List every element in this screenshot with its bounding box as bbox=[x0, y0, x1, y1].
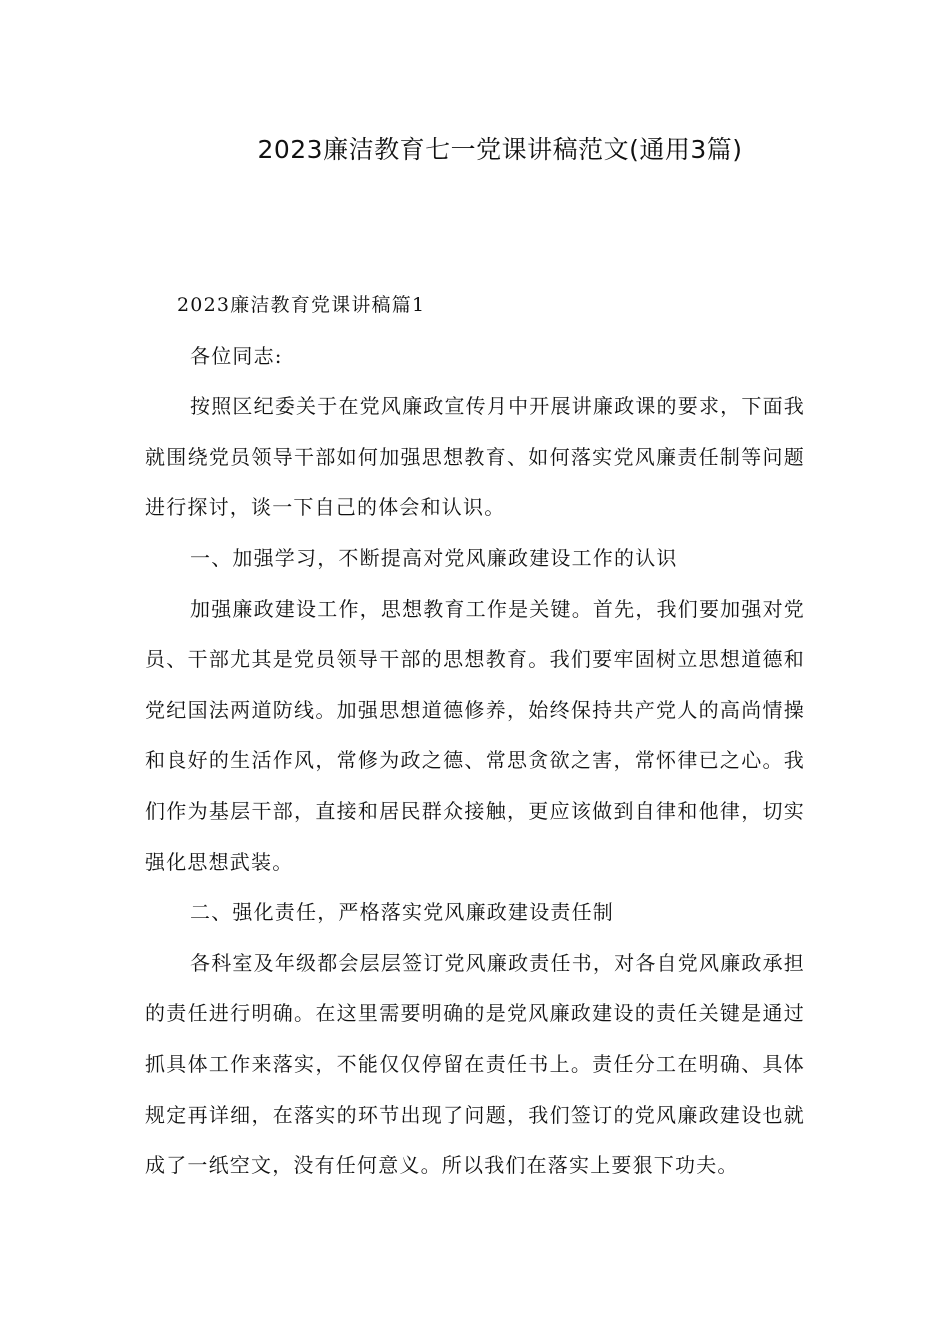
document-body bbox=[145, 280, 805, 1191]
section-heading: 二、强化责任，严格落实党风廉政建设责任制 bbox=[190, 900, 614, 925]
body-paragraph: 按照区纪委关于在党风廉政宣传月中开展讲廉政课的要求，下面我就围绕党员领导干部如何加强思想教育、如何落实党风廉责任制等问题进行探讨，谈一下自己的体会和认识。 bbox=[145, 394, 805, 520]
section-heading: 一、加强学习，不断提高对党风廉政建设工作的认识 bbox=[190, 545, 678, 570]
section-heading: 2023廉洁教育党课讲稿篇1 bbox=[177, 294, 426, 316]
salutation: 各位同志: bbox=[190, 343, 283, 368]
body-paragraph: 各科室及年级都会层层签订党风廉政责任书，对各自党风廉政承担的责任进行明确。在这里需要明确的是党风廉政建设的责任关键是通过抓具体工作来落实，不能仅仅停留在责任书上。责任分工在明确、具体规定再详细，在落实的环节出现了问题，我们签订的党风廉政建设也就成了一纸空文，没有任何意义。所以我们在落实上要狠下功夫。 bbox=[145, 950, 805, 1178]
body-paragraph: 加强廉政建设工作，思想教育工作是关键。首先，我们要加强对党员、干部尤其是党员领导干部的思想教育。我们要牢固树立思想道德和党纪国法两道防线。加强思想道德修养，始终保持共产党人的高尚情操和良好的生活作风，常修为政之德、常思贪欲之害，常怀律已之心。我们作为基层干部，直接和居民群众接触，更应该做到自律和他律，切实强化思想武装。 bbox=[145, 596, 805, 874]
document-title: 2023廉洁教育七一党课讲稿范文(通用3篇) bbox=[257, 135, 743, 164]
